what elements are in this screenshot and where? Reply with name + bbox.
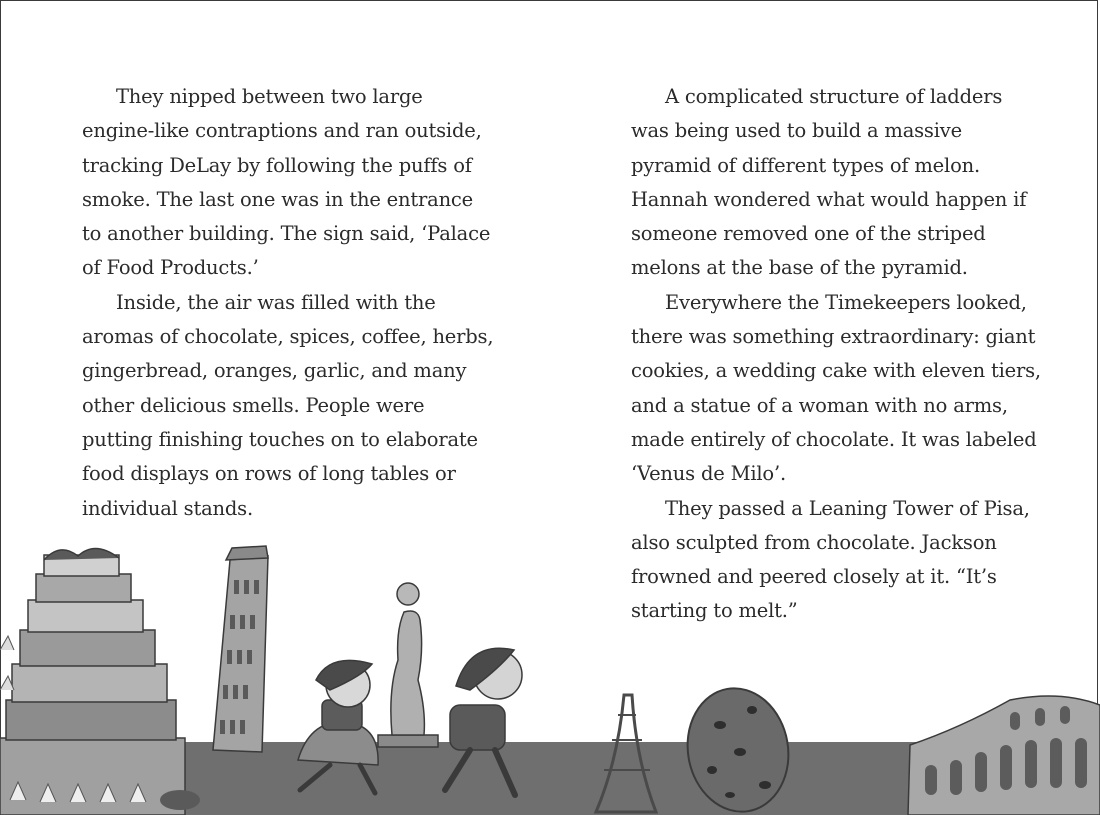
paragraph	[631, 80, 1026, 286]
left-text-column	[82, 80, 494, 526]
leaning-tower-of-pisa	[213, 546, 268, 752]
colosseum	[908, 696, 1100, 815]
text-line: also sculpted from chocolate. Jackson	[631, 530, 997, 554]
text-line: food displays on rows of long tables or	[82, 462, 456, 486]
text-line: They passed a Leaning Tower of Pisa,	[665, 496, 1030, 520]
text-line: individual stands.	[82, 496, 253, 520]
text-line: pyramid of different types of melon.	[631, 153, 980, 177]
text-line: there was something extraordinary: giant	[631, 325, 1036, 349]
text-line: aromas of chocolate, spices, coffee, herbs,	[82, 325, 494, 349]
text-line: Inside, the air was filled with the	[116, 290, 436, 314]
text-line: cookies, a wedding cake with eleven tiers,	[631, 359, 1041, 383]
paragraph	[82, 80, 491, 286]
text-line: starting to melt.”	[631, 599, 798, 623]
text-line: ‘Venus de Milo’.	[631, 462, 786, 486]
text-line: Everywhere the Timekeepers looked,	[665, 290, 1027, 314]
text-line: smoke. The last one was in the entrance	[82, 187, 473, 211]
text-line: and a statue of a woman with no arms,	[631, 393, 1008, 417]
text-line: tracking DeLay by following the puffs of	[82, 153, 472, 177]
paragraph	[82, 286, 494, 526]
text-line: engine-like contraptions and ran outside,	[82, 119, 482, 143]
text-line: to another building. The sign said, ‘Palace	[82, 222, 491, 246]
illustration	[0, 540, 1100, 815]
text-line: A complicated structure of ladders	[665, 85, 1003, 108]
text-line: Hannah wondered what would happen if	[631, 187, 1027, 211]
paragraph	[631, 286, 1041, 492]
wedding-cake	[0, 548, 200, 815]
text-line: someone removed one of the striped	[631, 222, 986, 246]
text-line: was being used to build a massive	[631, 119, 962, 143]
text-line: made entirely of chocolate. It was labeled	[631, 427, 1037, 451]
text-line: putting finishing touches on to elaborate	[82, 427, 478, 451]
text-line: other delicious smells. People were	[82, 393, 425, 417]
text-line: frowned and peered closely at it. “It’s	[631, 565, 997, 589]
text-line: gingerbread, oranges, garlic, and many	[82, 359, 467, 383]
text-line: melons at the base of the pyramid.	[631, 256, 968, 280]
venus-statue	[378, 583, 438, 747]
text-line: of Food Products.’	[82, 256, 259, 280]
text-line: They nipped between two large	[116, 85, 423, 108]
